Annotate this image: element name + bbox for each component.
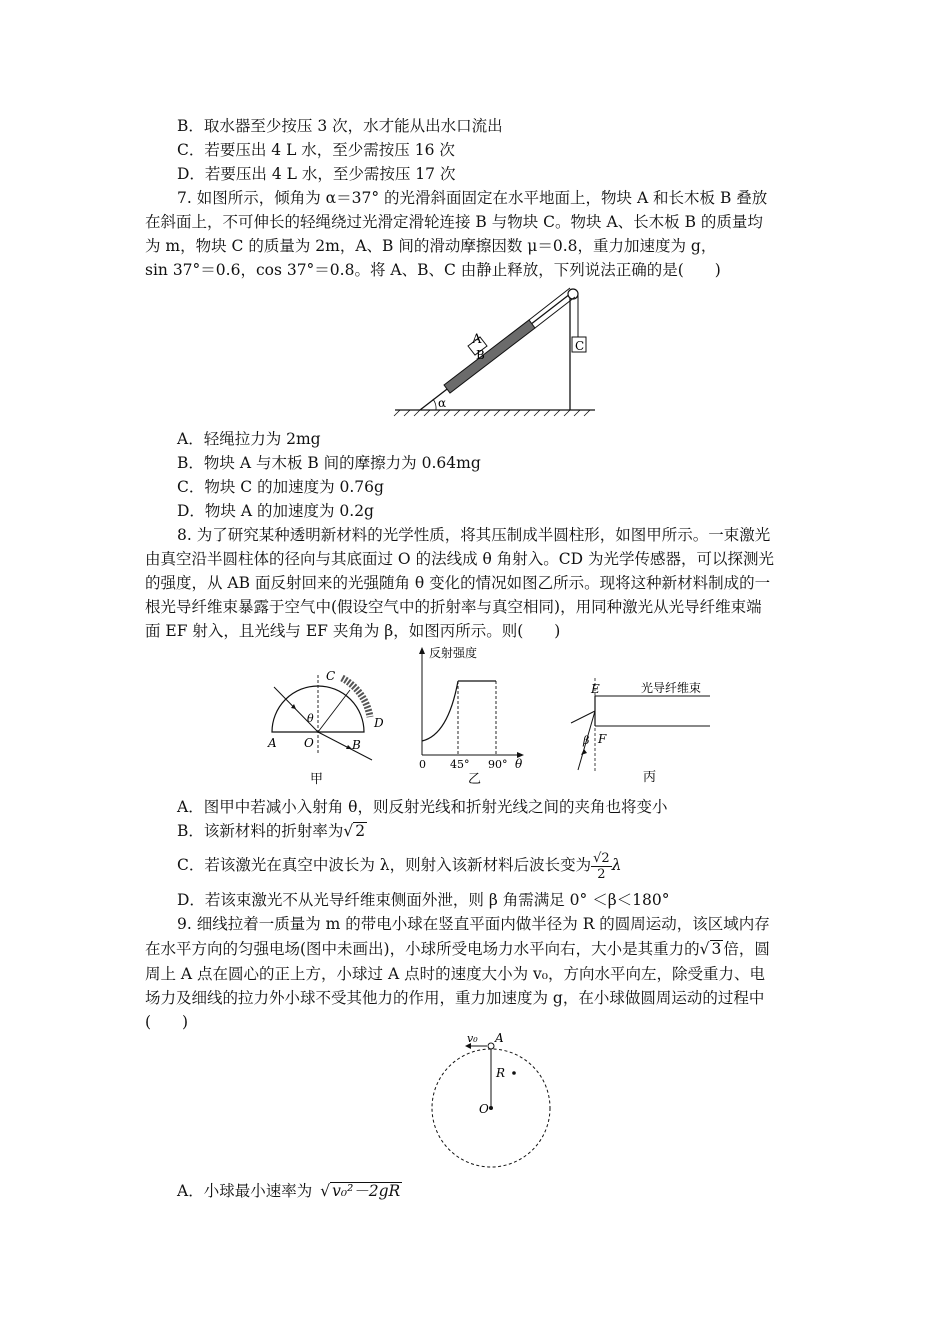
q8-figure-bing [565, 678, 725, 788]
y-axis-arrow [419, 647, 425, 654]
caption-jia: 甲 [310, 772, 324, 787]
sqrt-sign: √ [699, 940, 710, 958]
incident-arrow [581, 749, 587, 755]
q9-option-a [177, 1180, 402, 1202]
caption-bing: 丙 [643, 770, 657, 785]
q9-stem-line-2-end: 倍，圆 [723, 940, 770, 958]
label-b: B [476, 348, 485, 362]
q8-option-c-text: C．若该激光在真空中波长为 λ，则射入该新材料后波长变为 [177, 856, 592, 874]
q6-option-d: D．若要压出 4 L 水，至少需按压 17 次 [177, 165, 456, 183]
x-tick-0: 0 [419, 758, 426, 771]
q6-option-b: B．取水器至少按压 3 次，水才能从出水口流出 [177, 117, 503, 135]
caption-yi: 乙 [468, 772, 482, 787]
q8-figure-jia [260, 665, 390, 787]
q7-option-a: A．轻绳拉力为 2mg [177, 430, 321, 448]
fiber-label: 光导纤维束 [641, 681, 702, 695]
q8-option-a: A．图甲中若减小入射角 θ，则反射光线和折射光线之间的夹角也将变小 [177, 798, 668, 816]
label-v0: v₀ [467, 1032, 478, 1045]
rope-upper [529, 288, 570, 320]
label-theta: θ [307, 712, 314, 725]
q9-stem-line-5: ( ) [145, 1013, 189, 1031]
q8-stem-line-5: 面 EF 射入，且光线与 EF 夹角为 β，如图丙所示。则( ) [145, 622, 561, 640]
q9-option-a-radicand: v₀²－2gR [332, 1182, 401, 1200]
angle-arc [433, 399, 436, 410]
q9-stem-line-4: 场力及细线的拉力外小球不受其他力的作用，重力加速度为 g，在小球做圆周运动的过程中 [145, 989, 765, 1007]
label-alpha: α [438, 396, 447, 410]
label-d: D [374, 716, 384, 730]
fraction [591, 851, 612, 882]
dot-mark [512, 1071, 516, 1075]
q8-stem-line-4: 根光导纤维束暴露于空气中(假设空气中的折射率与真空相同)，用同种激光从光导纤维束端 [145, 598, 762, 616]
q7-option-c: C．物块 C 的加速度为 0.76g [177, 478, 384, 496]
label-a: A [495, 1031, 504, 1045]
q8-option-b-text: B．该新材料的折射率为 [177, 822, 344, 840]
fraction-denominator: 2 [597, 866, 606, 882]
pulley-icon [568, 289, 578, 299]
q8-stem-line-2: 由真空沿半圆柱体的径向与其底面过 O 的法线成 θ 角射入。CD 为光学传感器，可以探测光 [145, 550, 774, 568]
q7-option-b: B．物块 A 与木板 B 间的摩擦力为 0.64mg [177, 454, 481, 472]
label-beta: β [583, 734, 590, 747]
q9-stem-line-3: 周上 A 点在圆心的正上方，小球过 A 点时的速度大小为 v₀，方向水平向左，除受重力、电 [145, 965, 765, 983]
center-point [489, 1106, 493, 1110]
label-a: A [472, 332, 482, 347]
q8-stem-line-3: 的强度，从 AB 面反射回来的光强随角 θ 变化的情况如图乙所示。现将这种新材料制成的一 [145, 574, 771, 592]
label-c: C [575, 339, 585, 353]
q8-option-c-lambda: λ [611, 856, 622, 874]
x-tick-90: 90° [488, 758, 508, 771]
label-e: E [591, 682, 600, 696]
ground-hatching [394, 410, 590, 416]
q7-stem-line-4: sin 37°＝0.6，cos 37°＝0.8。将 A、B、C 由静止释放，下列说法正确的是( ) [145, 261, 721, 279]
label-r: R [496, 1066, 506, 1080]
q8-option-c [177, 848, 622, 882]
q9-stem-line-2-text: 在水平方向的匀强电场(图中未画出)，小球所受电场力水平向右，大小是其重力的 [145, 940, 700, 958]
label-a: A [268, 736, 277, 750]
fraction-numerator: √2 [593, 850, 610, 866]
q7-stem-line-3: 为 m，物块 C 的质量为 2m，A、B 间的滑动摩擦因数 μ＝0.8，重力加速度为 g， [145, 237, 717, 255]
q8-option-d: D．若该束激光不从光导纤维束侧面外泄，则 β 角需满足 0° ＜β＜180° [177, 891, 670, 909]
q7-stem-line-2: 在斜面上，不可伸长的轻绳绕过光滑定滑轮连接 B 与物块 C。物块 A、长木板 B 的质量均 [145, 213, 763, 231]
q8-option-b [177, 820, 367, 842]
q9-circle-figure [425, 1030, 565, 1170]
y-axis-label: 反射强度 [429, 646, 478, 660]
q7-option-d: D．物块 A 的加速度为 0.2g [177, 502, 374, 520]
q9-stem-line-2 [145, 938, 770, 960]
refracted-ray [318, 732, 372, 760]
rope-lower [535, 297, 575, 328]
q9-stem-line-1: 9. 细线拉着一质量为 m 的带电小球在竖直平面内做半径为 R 的圆周运动，该区域内存 [177, 915, 770, 933]
sqrt-sign: √ [343, 822, 354, 840]
q8-option-b-radicand: 2 [355, 822, 366, 840]
q9-sqrt-radicand: 3 [711, 940, 722, 958]
q6-option-c: C．若要压出 4 L 水，至少需按压 16 次 [177, 141, 455, 159]
upper-ray [571, 711, 595, 723]
q9-option-a-text: A．小球最小速率为 [177, 1182, 313, 1200]
label-o: O [304, 736, 314, 750]
sqrt-sign: √ [320, 1182, 331, 1200]
intensity-curve [422, 681, 458, 741]
x-tick-45: 45° [450, 758, 470, 771]
q8-figure-yi [405, 643, 535, 788]
board-b [444, 320, 535, 393]
q8-stem-line-1: 8. 为了研究某种透明新材料的光学性质，将其压制成半圆柱形，如图甲所示。一束激光 [177, 526, 771, 544]
label-b: B [352, 738, 361, 752]
label-c: C [326, 669, 336, 683]
x-axis-label: θ [515, 757, 523, 771]
label-f: F [598, 732, 607, 746]
q7-stem-line-1: 7. 如图所示，倾角为 α＝37° 的光滑斜面固定在水平地面上，物块 A 和长木板 B 叠放 [177, 189, 768, 207]
q7-incline-figure [390, 282, 600, 417]
label-o: O [479, 1102, 489, 1116]
ball-icon [488, 1043, 494, 1049]
